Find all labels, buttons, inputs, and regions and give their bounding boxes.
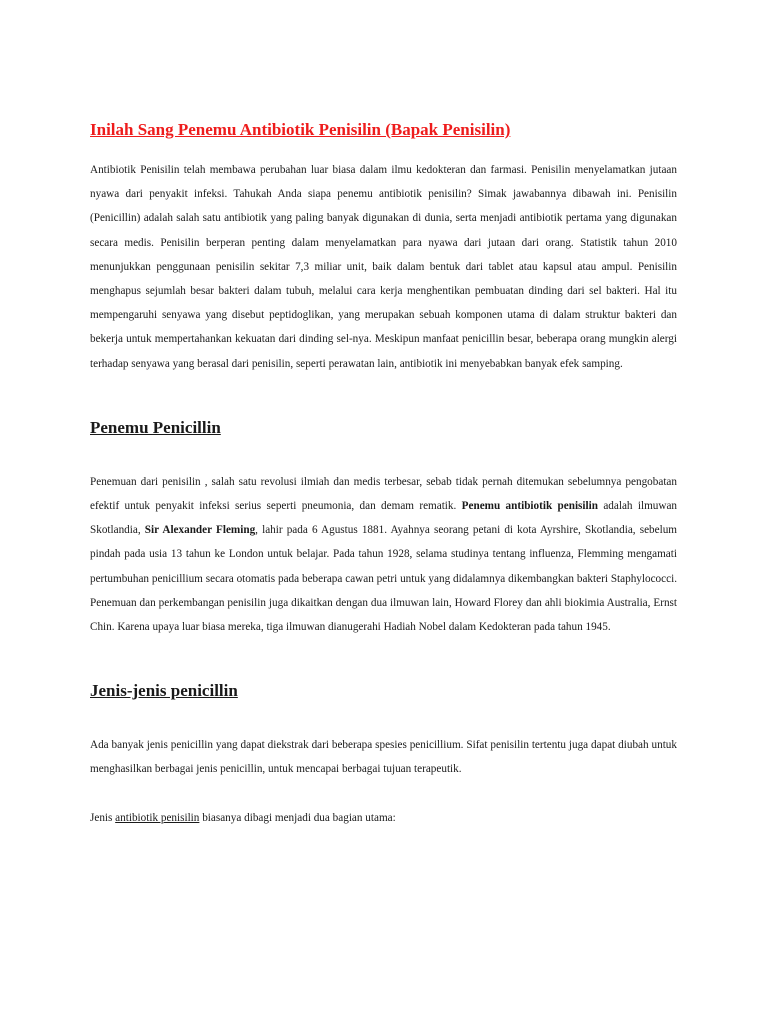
document-page: [90, 118, 677, 830]
section-heading-jenis: Jenis-jenis penicillin: [90, 681, 238, 701]
section-heading-penemu: Penemu Penicillin: [90, 417, 221, 437]
jenis-paragraph: Ada banyak jenis penicillin yang dapat diekstrak dari beberapa spesies penicillium. Sifat penisilin tertentu juga dapat diubah untuk menghasilkan berbagai jenis penicillin, untuk mencapai berbagai tujuan terapeutik.: [90, 739, 677, 776]
antibiotik-penisilin-link[interactable]: antibiotik penisilin: [115, 811, 200, 824]
penemu-text-c: adalah ilmuwan Skotlandia,: [90, 500, 678, 537]
penemu-paragraph: [90, 470, 677, 639]
penemu-text-e: , lahir pada 6 Agustus 1881. Ayahnya seorang petani di kota Ayrshire, Skotlandia, sebelum pindah pada usia 13 tahun ke London untuk belajar. Pada tahun 1928, selama studinya tentang influenza, Flemming mengamati pertumbuhan penicillium secara otomatis pada beberapa cawan petri untuk yang didalamnya dikembangkan bakteri Staphylococci. Penemuan dan perkembangan penisilin juga dikaitkan dengan dua ilmuwan lain, Howard Florey dan ahli biokimia Australia, Ernst Chin. Karena upaya luar biasa mereka, tiga ilmuwan dianugerahi Hadiah Nobel dalam Kedokteran pada tahun 1945.: [90, 524, 678, 634]
fleming-name: Sir Alexander Fleming: [144, 524, 256, 537]
intro-paragraph: Antibiotik Penisilin telah membawa perubahan luar biasa dalam ilmu kedokteran dan farmasi. Penisilin menyelamatkan jutaan nyawa dari penyakit infeksi. Tahukah Anda siapa penemu antibiotik penisilin? Simak jawabannya dibawah ini. Penisilin (Penicillin) adalah salah satu antibiotik yang paling banyak digunakan di dunia, serta menjadi antibiotik pertama yang digunakan secara medis. Penisilin berperan penting dalam menyelamatkan para nyawa dari jutaan dari orang. Statistik tahun 2010 menunjukkan penggunaan penisilin sekitar 7,3 miliar unit, baik dalam bentuk dari tablet atau kapsul atau ampul. Penisilin menghapus sejumlah besar bakteri dalam tubuh, melalui cara kerja menghentikan pembuatan dinding dari sel bakteri. Hal itu mempengaruhi senyawa yang disebut peptidoglikan, yang merupakan sebuah komponen utama di dalam struktur bakteri dan bekerja untuk mempertahankan kekuatan dari dinding sel-nya. Meskipun manfaat penicillin besar, beberapa orang mungkin alergi terhadap senyawa yang berasal dari penisilin, seperti perawatan lain, antibiotik ini menyebabkan banyak efek samping.: [90, 164, 677, 370]
jenis-intro-paragraph: [90, 806, 677, 830]
penemu-bold-phrase: Penemu antibiotik penisilin: [461, 500, 598, 513]
jenis-text-b: biasanya dibagi menjadi dua bagian utama:: [199, 811, 396, 824]
penemu-text-a: Penemuan dari penisilin , salah satu revolusi ilmiah dan medis terbesar, sebab tidak pernah ditemukan sebelumnya pengobatan efektif untuk penyakit infeksi serius seperti pneumonia, dan demam rematik.: [90, 475, 677, 513]
jenis-text-a: Jenis: [90, 811, 116, 824]
page-title: Inilah Sang Penemu Antibiotik Penisilin (Bapak Penisilin): [90, 120, 511, 139]
